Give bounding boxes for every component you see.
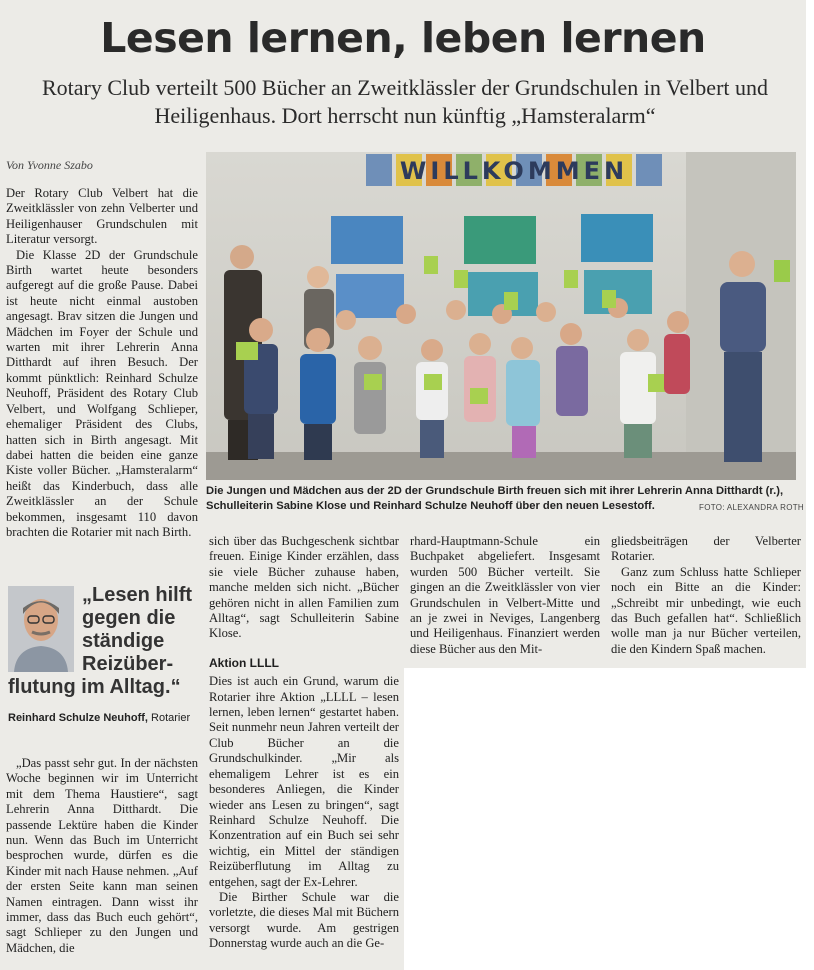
paragraph: Der Rotary Club Velbert hat die Zweitklässler von zehn Velberter und Heiligenhauser Grundschulen mit Literatur versorgt.: [6, 186, 198, 247]
byline: Von Yvonne Szabo: [6, 158, 93, 172]
article-photo: [206, 152, 796, 480]
banner-text: WILLKOMMEN: [399, 157, 629, 185]
poster: [331, 216, 403, 264]
photo-credit: FOTO: ALEXANDRA ROTH: [699, 503, 804, 512]
section-subhead: Aktion LLLL: [209, 655, 279, 670]
article-column-1: [6, 186, 198, 540]
article-column-4: [611, 534, 801, 657]
article-column-3: [410, 534, 600, 657]
quote-text-part-2: flutung im Alltag.“: [8, 676, 181, 698]
quote-author-role: Rotarier: [151, 712, 191, 724]
paragraph: gliedsbeiträgen der Velberter Rotarier.: [611, 534, 801, 564]
blank-area: [404, 668, 814, 970]
headline: Lesen lernen, leben lernen: [100, 14, 706, 62]
paragraph: rhard-Hauptmann-Schule ein Buchpaket abgeliefert. Insgesamt wurden 500 Bücher verteilt. Sie gingen an die Zweitklässler von vier Grundschulen in Velbert-Mitte und an je zwei in Neviges, Langenberg und Heiligenhaus. Finanziert werden diese Bücher aus den Mit-: [410, 534, 600, 656]
quote-author-name: Reinhard Schulze Neuhoff,: [8, 712, 148, 724]
pull-quote: [6, 584, 200, 734]
paragraph: sich über das Buchgeschenk sichtbar freuen. Einige Kinder erzählen, dass sie viele Bücher zuhause haben, manche melden sich nicht. „Bücher gehören nicht in allen Familien zum Alltag“, sagt Schulleiterin Sabine Klose.: [209, 534, 399, 641]
paragraph: Ganz zum Schluss hatte Schlieper noch ein Bitte an die Kinder: „Schreibt mir unbedingt, wie euch das Buch gefallen hat“. Schließlich wolle man ja nur Bücher verteilen, die den Kindern Spaß machen.: [611, 564, 801, 656]
paragraph: Die Birther Schule war die vorletzte, die dieses Mal mit Büchern versorgt wurde. Am gestrigen Donnerstag wurde auch an die Ge-: [209, 889, 399, 951]
article-column-2: [209, 534, 399, 952]
classroom-photo: [206, 152, 796, 480]
author-portrait: [8, 586, 74, 672]
article-column-1-continued: [6, 756, 198, 956]
poster: [464, 216, 536, 264]
paragraph: „Das passt sehr gut. In der nächsten Woche beginnen wir im Unterricht mit dem Thema Haustiere“, sagt Lehrerin Anna Ditthardt. Die passende Lektüre haben die Kinder nun. Wenn das Buch im Unterricht besprochen wurde, dürfen es die Kinder mit nach Hause nehmen. „Auf der ersten Seite kann man seinen Namen eintragen. Dann wisst ihr immer, dass das Buch euch gehört“, sagt Schlieper zu den Jungen und Mädchen, die: [6, 756, 198, 955]
quote-text-part-1: „Lesen hilft gegen die ständige Reizüber-: [82, 584, 193, 675]
poster: [581, 214, 653, 262]
subheadline: Rotary Club verteilt 500 Bücher an Zweitklässler der Grundschulen in Velbert und Heiligenhaus. Dort herrscht nun künftig „Hamsteralarm“: [41, 75, 769, 128]
quote-author: [8, 712, 204, 724]
paragraph: Die Klasse 2D der Grundschule Birth wartet heute besonders aufgeregt auf die große Pause. Dabei ist heute nicht einmal austoben angesagt. Brav sitzen die Jungen und Mädchen im Foyer der Schule und warten mit ihrer Lehrerin Anna Ditthardt auf ihren Besuch. Der kommt pünktlich: Reinhard Schulze Neuhoff, Präsident des Rotary Club Velbert, und Wolfgang Schlieper, ehemaliger Präsident des Clubs, hatten sich in Birth angesagt. Mit dabei hatten die beiden eine ganze Kiste voller Bücher. „Hamsteralarm“ heißt das Kinderbuch, dass alle Zweitklässler an der Schule bekommen, insgesamt 110 davon brachten die Rotarier mit nach Birth.: [6, 247, 198, 539]
photo-caption: Die Jungen und Mädchen aus der 2D der Grundschule Birth freuen sich mit ihrer Lehrerin Anna Ditthardt (r.), Schulleiterin Sabine Klose und Reinhard Schulze Neuhoff über den neuen Lesestoff.: [206, 485, 784, 512]
paragraph: Dies ist auch ein Grund, warum die Rotarier ihre Aktion „LLLL – lesen lernen, leben lernen“ gestartet haben. Seit nunmehr neun Jahren verteilt der Club Bücher an die Grundschulkinder. „Mir als ehemaligem Lehrer ist es ein besonderes Anliegen, die Kinder wieder ans Lesen zu bringen“, sagt Reinhard Schulze Neuhoff. Die Konzentration auf ein Buch sei sehr wichtig, ein Mittel der ständigen Reizüberflutung im Alltag zu entgehen, sagt der Ex-Lehrer.: [209, 674, 399, 889]
